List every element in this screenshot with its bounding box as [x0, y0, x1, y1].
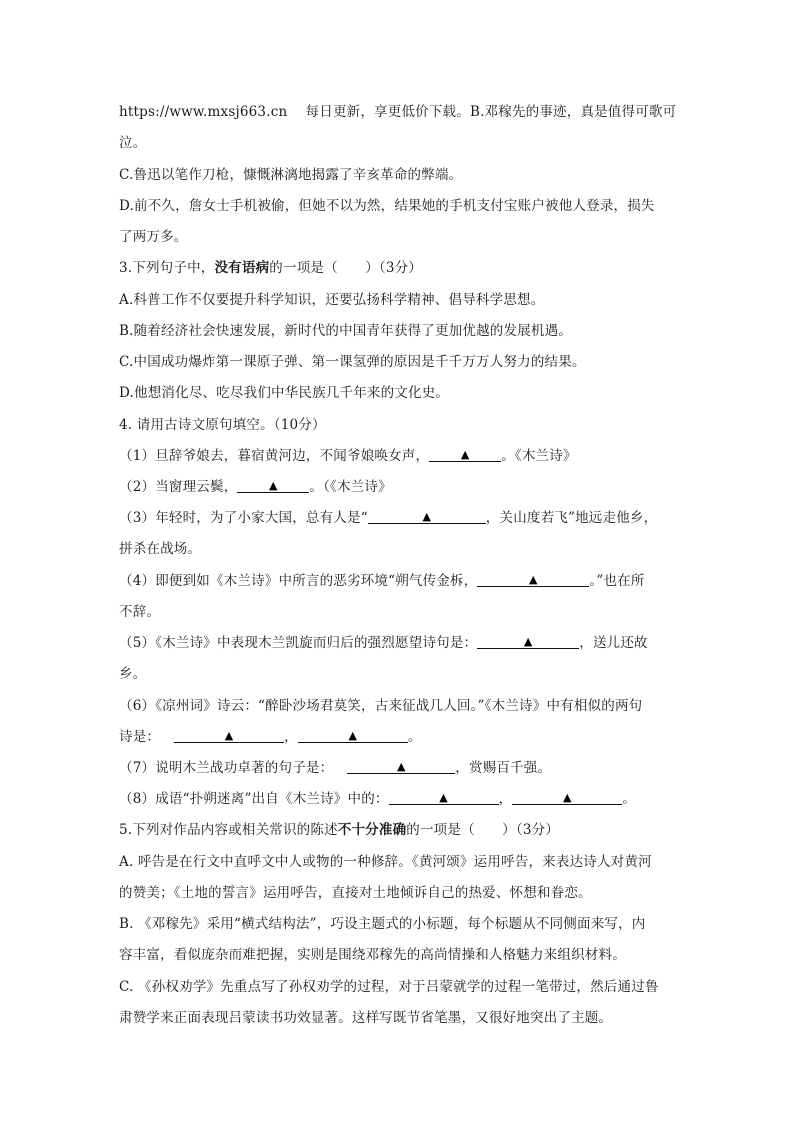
text-line: 乡。: [119, 666, 147, 682]
question-5-emphasis: 不十分准确: [337, 822, 407, 838]
fill-item-text: 。: [407, 729, 422, 745]
triangle-marker-icon: ▲: [529, 573, 538, 586]
fill-item-5: [119, 634, 679, 652]
text-line: https://www.mxsj663.cn 每日更新，享更低价下载。B.邓稼先的事迹，真是值得可歌可: [119, 104, 677, 120]
fill-item-text: ，赏赐百千强。: [455, 760, 552, 776]
question-3-emphasis: 没有语病: [214, 260, 270, 276]
option-c: C. 《孙权劝学》先重点写了孙权劝学的过程，对于吕蒙就学的过程一笔带过，然后通过鲁: [119, 979, 659, 995]
answer-blank[interactable]: [368, 509, 486, 524]
text-line: 不辞。: [119, 604, 161, 620]
triangle-marker-icon: ▲: [523, 635, 533, 648]
answer-blank[interactable]: [477, 634, 579, 649]
fill-item-text: （4）即便到如《木兰诗》中所言的恶劣环境“朔气传金柝，: [119, 573, 478, 589]
fill-item-8: [119, 790, 679, 808]
fill-item-1: [119, 447, 679, 465]
fill-item-3: [119, 509, 679, 527]
option-a: A.科普工作不仅要提升科学知识，还要弘扬科学精神、倡导科学思想。: [119, 292, 545, 308]
triangle-marker-icon: ▲: [422, 510, 432, 523]
answer-blank[interactable]: [477, 572, 589, 587]
fill-item-text: 。《木兰诗》: [501, 448, 577, 464]
fill-item-text: 诗是：: [119, 729, 161, 745]
answer-blank[interactable]: [174, 728, 284, 743]
fill-item-text: ，: [284, 729, 298, 745]
question-5-suffix: 的一项是（ ）（3分）: [406, 822, 560, 838]
text-line: 容丰富，看似庞杂而难把握，实则是围绕邓稼先的高尚情操和人格魅力来组织材料。: [119, 947, 626, 963]
option-c: C.中国成功爆炸第一课原子弹、第一课氢弹的原因是千千万万人努力的结果。: [119, 354, 586, 370]
triangle-marker-icon: ▲: [396, 760, 406, 773]
fill-item-text: （5）《木兰诗》中表现木兰凯旋而归后的强烈愿望诗句是：: [119, 635, 478, 651]
triangle-marker-icon: ▲: [348, 729, 358, 742]
fill-item-text: （2）当窗理云鬓，: [119, 479, 238, 495]
fill-item-text: 。（《木兰诗》: [309, 479, 392, 495]
text-line: 了两万多。: [119, 229, 188, 245]
triangle-marker-icon: ▲: [439, 791, 448, 804]
answer-blank[interactable]: [429, 447, 501, 462]
question-5: [119, 821, 679, 839]
fill-item-text: （3）年轻时，为了小家大国，总有人是“: [119, 510, 368, 526]
answer-blank[interactable]: [512, 790, 622, 805]
text-line: 肃赞学来正面表现吕蒙读书功效显著。这样写既节省笔墨，又很好地突出了主题。: [119, 1010, 613, 1026]
fill-item-text: ，送儿还故: [579, 635, 648, 651]
question-3-prefix: 3.下列句子中，: [119, 260, 215, 276]
option-a: A. 呼告是在行文中直呼文中人或物的一种修辞。《黄河颂》运用呼告，来表达诗人对黄河: [119, 854, 652, 870]
fill-item-4: [119, 572, 679, 590]
option-d: D.前不久，詹女士手机被偷，但她不以为然，结果她的手机支付宝账户被他人登录，损失: [119, 198, 655, 214]
option-b: B. 《邓稼先》采用“横式结构法”，巧设主题式的小标题，每个标题从不同侧面来写，内: [119, 916, 646, 932]
question-4: 4. 请用古诗文原句填空。（10分）: [119, 417, 326, 433]
answer-blank[interactable]: [389, 790, 499, 805]
triangle-marker-icon: ▲: [224, 729, 234, 742]
fill-item-text: （7）说明木兰战功卓著的句子是：: [119, 760, 334, 776]
fill-item-text: 。”也在所: [589, 573, 645, 589]
fill-item-6-answers: [119, 728, 679, 746]
question-5-prefix: 5.下列对作品内容或相关常识的陈述: [119, 822, 338, 838]
fill-item-text: 。: [622, 791, 636, 807]
fill-item-7: [119, 759, 679, 777]
question-3: [119, 259, 679, 277]
text-line: 拼杀在战场。: [119, 541, 202, 557]
option-c: C.鲁迅以笔作刀枪，慷慨淋漓地揭露了辛亥革命的弊端。: [119, 167, 463, 183]
option-d: D.他想消化尽、吃尽我们中华民族几千年来的文化史。: [119, 385, 450, 401]
fill-item-6: （6）《凉州词》诗云：“醉卧沙场君莫笑，古来征战几人回。”《木兰诗》中有相似的两句: [119, 698, 643, 714]
answer-blank[interactable]: [237, 478, 309, 493]
triangle-marker-icon: ▲: [562, 791, 572, 804]
text-line: 的赞美；《土地的誓言》运用呼告，直接对土地倾诉自己的热爱、怀想和眷恋。: [119, 885, 592, 901]
fill-item-text: （1）旦辞爷娘去，暮宿黄河边，不闻爷娘唤女声，: [119, 448, 430, 464]
fill-item-text: ，: [498, 791, 513, 807]
answer-blank[interactable]: [298, 728, 408, 743]
triangle-marker-icon: ▲: [269, 479, 278, 492]
question-3-suffix: 的一项是（ ）（3分）: [269, 260, 423, 276]
fill-item-text: （8）成语“扑朔迷离”出自《木兰诗》中的：: [119, 791, 389, 807]
fill-item-2: [119, 478, 679, 496]
text-line: 泣。: [119, 135, 147, 151]
answer-blank[interactable]: [347, 759, 455, 774]
fill-item-text: ，关山度若飞”地远走他乡，: [485, 510, 658, 526]
triangle-marker-icon: ▲: [460, 448, 470, 461]
option-b: B.随着经济社会快速发展，新时代的中国青年获得了更加优越的发展机遇。: [119, 323, 573, 339]
